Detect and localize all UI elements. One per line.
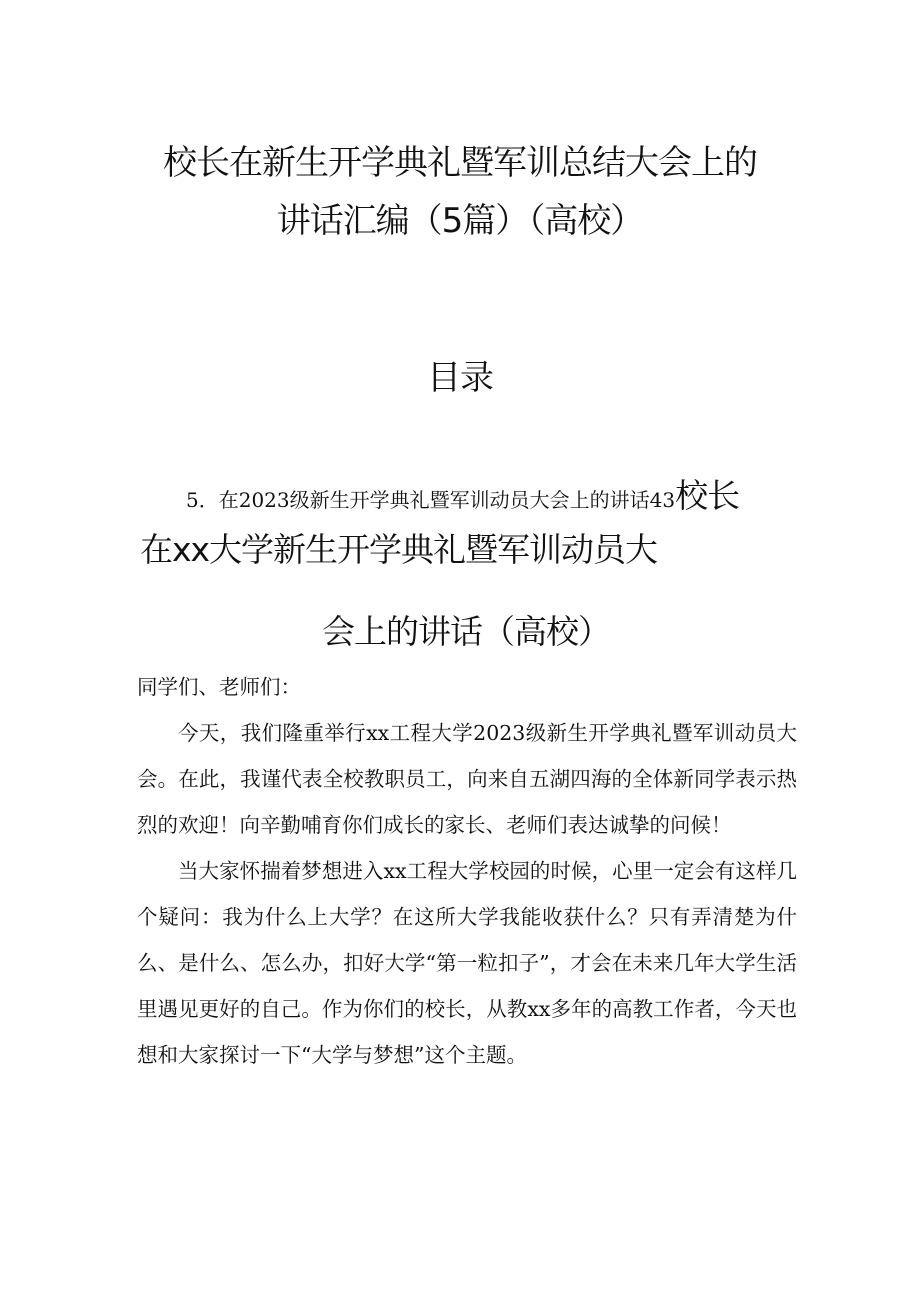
document-title-line-2: 讲话汇编（5篇）（高校） — [276, 201, 644, 241]
speech-title-line-1: 在xx大学新生开学典礼暨军训动员大 — [140, 530, 658, 569]
paragraph-2: 当大家怀揣着梦想进入xx工程大学校园的时候，心里一定会有这样几个疑问：我为什么上大学？在这所大学我能收获什么？只有弄清楚为什么、是什么、怎么办，扣好大学“第一粒扣子”，才会在未来几年大学生活里遇见更好的自己。作为你们的校长，从教xx多年的高教工作者，今天也想和大家探讨一下“大学与梦想”这个主题。 — [137, 859, 797, 1067]
toc-entry[interactable] — [140, 470, 800, 517]
speech-title-line-2: 会上的讲话（高校） — [322, 612, 610, 651]
toc-entry-text: 5．在2023级新生开学典礼暨军训动员大会上的讲话43 — [186, 488, 676, 512]
document-title-line-1: 校长在新生开学典礼暨军训总结大会上的 — [163, 143, 757, 183]
toc-entry-continuation: 校长 — [675, 476, 740, 515]
greeting: 同学们、老师们： — [137, 675, 301, 699]
toc-heading: 目录 — [427, 358, 493, 398]
paragraph-1: 今天，我们隆重举行xx工程大学2023级新生开学典礼暨军训动员大会。在此，我谨代表全校教职员工，向来自五湖四海的全体新同学表示热烈的欢迎！向辛勤哺育你们成长的家长、老师们表达诚挚的问候！ — [137, 721, 797, 837]
speech-body — [137, 664, 797, 1078]
